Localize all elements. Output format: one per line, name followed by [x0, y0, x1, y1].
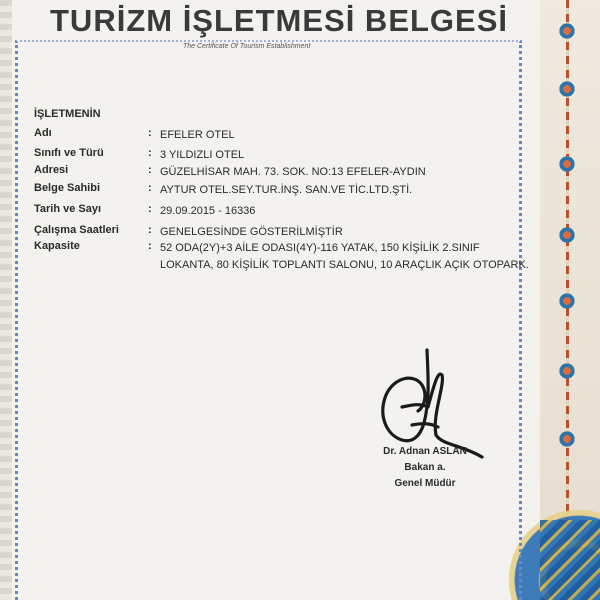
field-value: 52 ODA(2Y)+3 AİLE ODASI(4Y)-116 YATAK, 150 KİŞİLİK 2.SINIF LOKANTA, 80 KİŞİLİK TOPLANTI SALONU, 10 ARAÇLIK AÇIK OTOPARK. — [160, 242, 529, 271]
field-value: 3 YILDIZLI OTEL — [160, 149, 245, 161]
signer-title-line1: Bakan a. — [404, 462, 446, 473]
field-separator: : — [148, 164, 152, 176]
signer-block — [360, 444, 490, 492]
field-label: Çalışma Saatleri — [34, 224, 119, 236]
field-value: EFELER OTEL — [160, 129, 235, 141]
section-heading: İŞLETMENİN — [34, 108, 101, 120]
field-value: GENELGESİNDE GÖSTERİLMİŞTİR — [160, 226, 343, 238]
ornament-flower-icon — [558, 362, 576, 380]
ornament-flower-icon — [558, 430, 576, 448]
field-label: Adresi — [34, 164, 69, 176]
ornament-flower-icon — [558, 80, 576, 98]
field-value: AYTUR OTEL.SEY.TUR.İNŞ. SAN.VE TİC.LTD.ŞTİ. — [160, 184, 413, 196]
field-label: Belge Sahibi — [34, 182, 101, 194]
field-value: GÜZELHİSAR MAH. 73. SOK. NO:13 EFELER-AYDIN — [160, 166, 426, 178]
document-subtitle: The Certificate Of Tourism Establishment — [183, 43, 311, 50]
left-edge-ornament — [0, 0, 12, 600]
field-separator: : — [148, 147, 152, 159]
field-label: Tarih ve Sayı — [34, 203, 102, 215]
signer-name: Dr. Adnan ASLAN — [383, 446, 467, 457]
field-separator: : — [148, 240, 152, 252]
corner-ornament-pattern — [540, 520, 600, 600]
dotted-border-frame — [15, 40, 522, 600]
field-separator: : — [148, 224, 152, 236]
field-separator: : — [148, 203, 152, 215]
signer-title-line2: Genel Müdür — [394, 478, 456, 489]
field-value: 29.09.2015 - 16336 — [160, 205, 256, 217]
field-separator: : — [148, 127, 152, 139]
ornament-flower-icon — [558, 292, 576, 310]
field-label: Adı — [34, 127, 52, 139]
field-label: Kapasite — [34, 240, 80, 252]
ornament-flower-icon — [558, 155, 576, 173]
field-label: Sınıfı ve Türü — [34, 147, 104, 159]
ornament-flower-icon — [558, 226, 576, 244]
document-title: TURİZM İŞLETMESİ BELGESİ — [50, 3, 509, 38]
field-separator: : — [148, 182, 152, 194]
ornament-flower-icon — [558, 22, 576, 40]
